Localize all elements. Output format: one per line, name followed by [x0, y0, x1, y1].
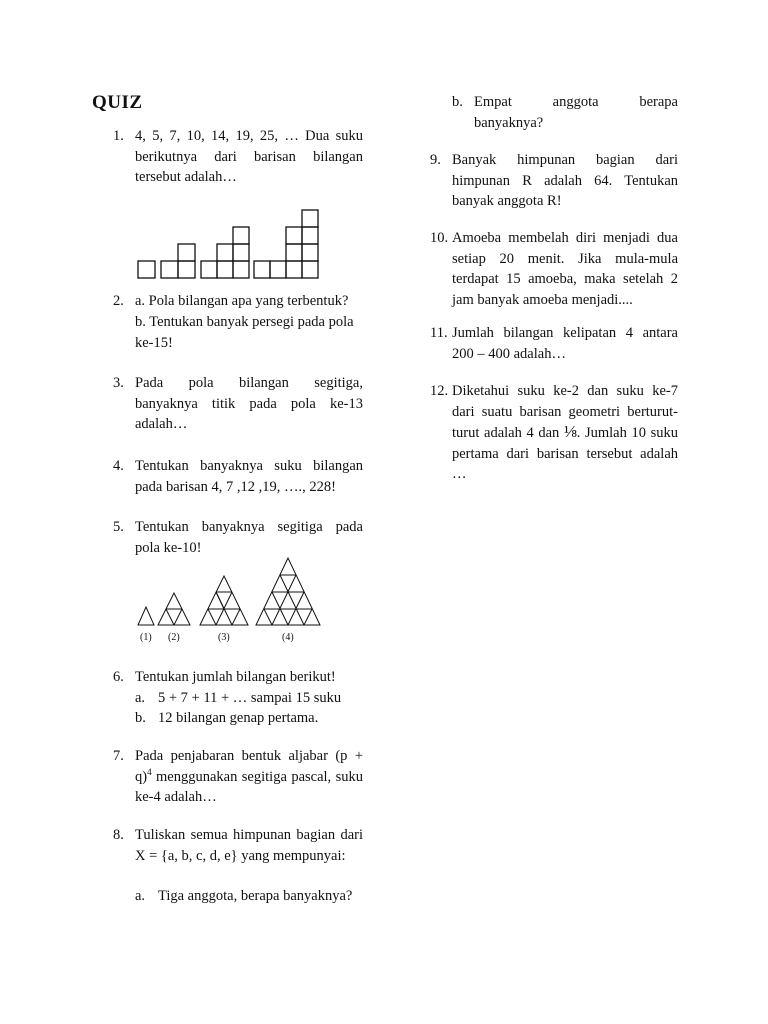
- question-number: 11.: [430, 325, 448, 341]
- question-text-post: . Jumlah 10 suku pertama dari barisan tersebut adalah …: [452, 425, 678, 482]
- question-number: 4.: [113, 458, 124, 474]
- square: [217, 261, 233, 278]
- square: [138, 261, 155, 278]
- triangle-label-4: (4): [282, 632, 294, 643]
- question-number: 8.: [113, 827, 124, 843]
- question-number: 5.: [113, 519, 124, 535]
- question-text: Tentukan jumlah bilangan berikut!: [135, 669, 336, 685]
- question-text: Banyak himpunan bagian dari himpunan R adalah 64. Tentukan banyak anggota R!: [452, 152, 678, 209]
- square: [233, 227, 249, 244]
- question-text: Tentukan banyaknya segitiga pada pola ke-10!: [135, 519, 363, 556]
- sub-label-b: b.: [452, 94, 463, 110]
- triangle-label-3: (3): [218, 632, 230, 643]
- square: [302, 210, 318, 227]
- sub-item-b: 12 bilangan genap pertama.: [158, 710, 319, 726]
- question-number: 9.: [430, 152, 441, 168]
- square: [286, 244, 302, 261]
- fraction: ⅛: [563, 422, 577, 441]
- square: [270, 261, 286, 278]
- page-title: QUIZ: [92, 92, 143, 113]
- square: [201, 261, 217, 278]
- question-text: Tentukan banyaknya suku bilangan pada barisan 4, 7 ,12 ,19, …., 228!: [135, 458, 363, 495]
- question-text: Tuliskan semua himpunan bagian dari X = {a, b, c, d, e} yang mempunyai:: [135, 827, 363, 864]
- question-number: 3.: [113, 375, 124, 391]
- sub-item-a: 5 + 7 + 11 + … sampai 15 suku: [158, 690, 342, 706]
- square: [233, 261, 249, 278]
- sub-label-a: a.: [135, 888, 146, 904]
- question-text: Amoeba membelah diri menjadi dua setiap 20 menit. Jika mula-mula terdapat 15 amoeba, maka setelah 2 jam banyak amoeba menjadi....: [452, 230, 678, 308]
- question-number: 1.: [113, 128, 124, 144]
- question-number: 10.: [430, 230, 449, 246]
- question-text: 4, 5, 7, 10, 14, 19, 25, … Dua suku berikutnya dari barisan bilangan tersebut adalah…: [135, 128, 363, 185]
- question-text: Pada pola bilangan segitiga, banyaknya titik pada pola ke-13 adalah…: [135, 375, 363, 432]
- triangle: [200, 576, 248, 625]
- square: [286, 261, 302, 278]
- question-number: 6.: [113, 669, 124, 685]
- question-text-post: menggunakan segitiga pascal, suku ke-4 adalah…: [135, 768, 363, 805]
- square: [302, 244, 318, 261]
- sub-label-a: a.: [135, 690, 146, 706]
- triangle-label-2: (2): [168, 632, 180, 643]
- square: [233, 244, 249, 261]
- square: [217, 244, 233, 261]
- question-number: 7.: [113, 748, 124, 764]
- question-part-a: a. Pola bilangan apa yang terbentuk?: [135, 293, 349, 309]
- square: [178, 261, 195, 278]
- square: [286, 227, 302, 244]
- triangle-label-1: (1): [140, 632, 152, 643]
- triangle-pattern-figure: [136, 556, 326, 646]
- question-part-b: b. Tentukan banyak persegi pada pola ke-15!: [135, 314, 354, 351]
- square: [302, 227, 318, 244]
- question-text: [452, 381, 678, 485]
- square: [178, 244, 195, 261]
- question-text: [135, 746, 363, 808]
- question-number: 2.: [113, 293, 124, 309]
- square: [161, 261, 178, 278]
- question-number: 12.: [430, 383, 449, 399]
- sub-item-b-line1: Empat anggota berapa: [474, 94, 678, 110]
- question-text-pre: Diketahui suku ke-2 dan suku ke-7 dari suatu barisan geometri berturut-turut adalah 4 dan: [452, 383, 678, 441]
- triangle: [138, 607, 154, 625]
- square-pattern-figure: [136, 208, 326, 280]
- square: [254, 261, 270, 278]
- sub-item-a: Tiga anggota, berapa banyaknya?: [158, 888, 353, 904]
- sub-label-b: b.: [135, 710, 146, 726]
- sub-item-b-line2: banyaknya?: [474, 115, 544, 131]
- question-text: Jumlah bilangan kelipatan 4 antara 200 – 400 adalah…: [452, 325, 678, 362]
- square: [302, 261, 318, 278]
- question-text-pre: Pada penjabaran bentuk aljabar (p + q): [135, 748, 363, 785]
- exponent: 4: [147, 766, 152, 777]
